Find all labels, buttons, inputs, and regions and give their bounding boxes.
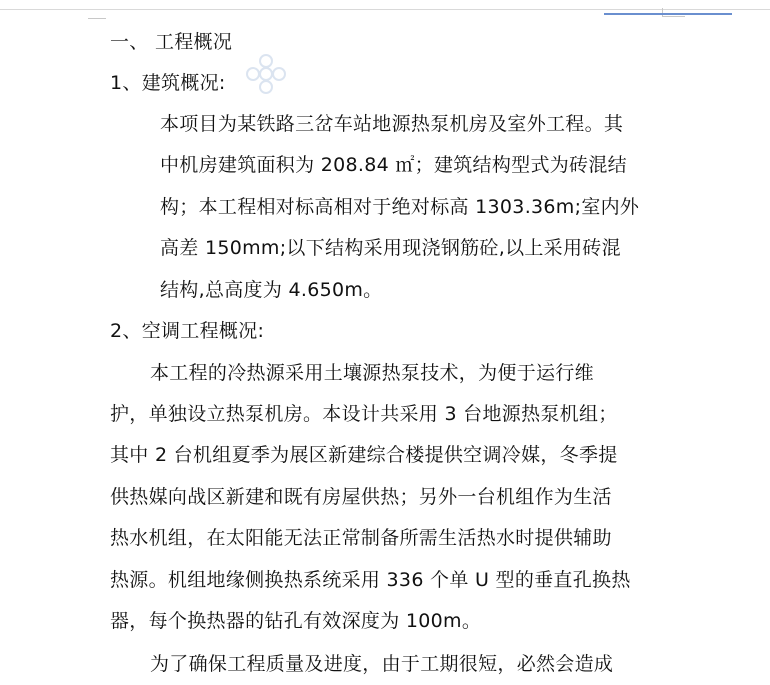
page-top-rule <box>0 9 770 10</box>
crop-mark-left <box>88 8 106 19</box>
paragraph-line: 热源。机组地缘侧换热系统采用 336 个单 U 型的垂直孔换热 <box>110 569 631 591</box>
paragraph-line: 高差 150mm;以下结构采用现浇钢筋砼,以上采用砖混 <box>160 237 621 259</box>
section-title-hvac: 2、空调工程概况: <box>110 320 265 342</box>
paragraph-line: 中机房建筑面积为 208.84 ㎡；建筑结构型式为砖混结 <box>160 154 627 176</box>
paragraph-line: 护，单独设立热泵机房。本设计共采用 3 台地源热泵机组； <box>110 403 618 425</box>
paragraph-line: 本工程的冷热源采用土壤源热泵技术，为便于运行维 <box>150 362 594 384</box>
paragraph-line: 构；本工程相对标高相对于绝对标高 1303.36m;室内外 <box>160 196 640 218</box>
paragraph-line: 为了确保工程质量及进度，由于工期很短，必然会造成 <box>150 653 614 675</box>
section-title-building: 1、建筑概况: <box>110 72 226 94</box>
heading-engineering-overview: 一、 工程概况 <box>110 31 233 53</box>
paragraph-line: 其中 2 台机组夏季为展区新建综合楼提供空调冷媒，冬季提 <box>110 444 618 466</box>
paragraph-line: 本项目为某铁路三岔车站地源热泵机房及室外工程。其 <box>160 113 624 135</box>
paragraph-line: 供热媒向战区新建和既有房屋供热；另外一台机组作为生活 <box>110 486 612 508</box>
paragraph-line: 热水机组，在太阳能无法正常制备所需生活热水时提供辅助 <box>110 527 612 549</box>
watermark-flower-icon <box>244 52 288 96</box>
header-accent-line <box>604 13 732 15</box>
paragraph-line: 器，每个换热器的钻孔有效深度为 100m。 <box>110 610 482 632</box>
paragraph-line: 结构,总高度为 4.650m。 <box>160 279 383 301</box>
